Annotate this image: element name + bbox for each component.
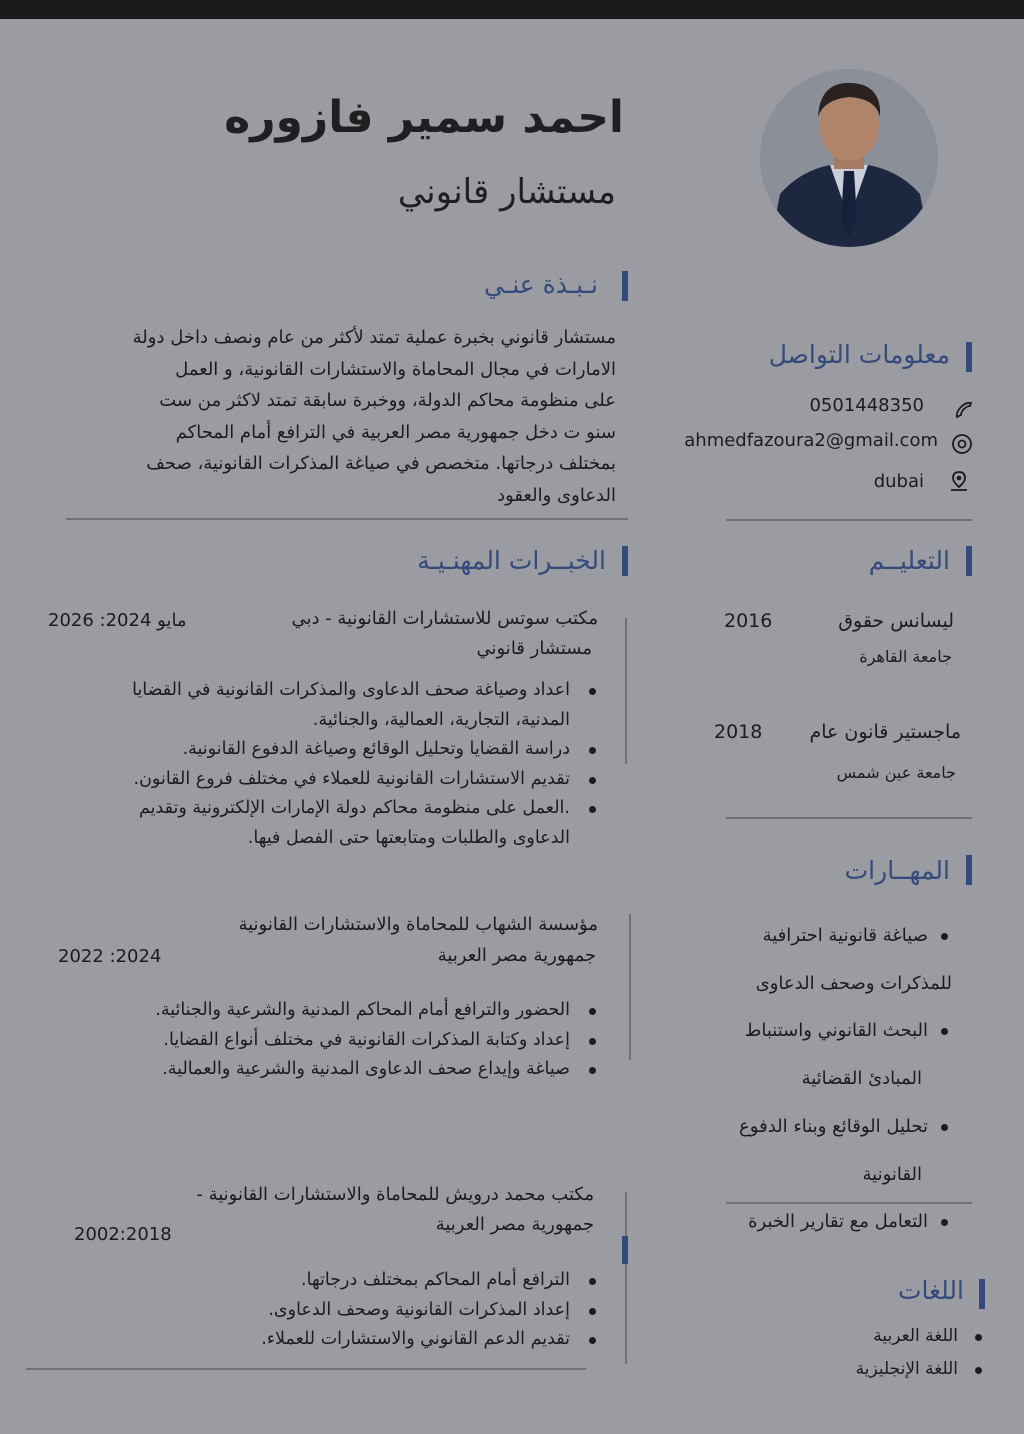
job-location: جمهورية مصر العربية (435, 1214, 594, 1235)
about-paragraph (46, 322, 616, 511)
job-bullets (30, 996, 600, 1085)
person-name: احمد سمير فازوره (224, 92, 624, 143)
about-line: الدعاوى والعقود (497, 484, 616, 506)
job-bullet: اعداد وصياغة صحف الدعاوى والمذكرات القانونية في القضايا المدنية، التجارية، العمالية، والجنائية. (30, 676, 600, 735)
about-line: مستشار قانوني بخبرة عملية تمتد لأكثر من عام ونصف داخل دولة (132, 327, 616, 348)
job-bullet: الترافع أمام المحاكم بمختلف درجاتها. (30, 1266, 600, 1296)
bullet (941, 1124, 948, 1131)
job-location: جمهورية مصر العربية (437, 945, 596, 966)
job-dates: 2002:2018 (74, 1224, 172, 1245)
job-company: مكتب سوتس للاستشارات القانونية - دبي (291, 608, 598, 629)
job-bullet: تقديم الدعم القانوني والاستشارات للعملاء. (30, 1325, 600, 1355)
job-dates: 2024: 2022 (58, 946, 162, 967)
contact-heading-bar (966, 342, 972, 372)
degree-year: 2018 (714, 721, 763, 743)
about-heading-bar (622, 271, 628, 301)
degree-name: ليسانس حقوق (838, 610, 954, 632)
degree-name: ماجستير قانون عام (809, 721, 961, 743)
divider (726, 519, 972, 521)
divider (726, 817, 972, 819)
school-name: جامعة القاهرة (859, 647, 952, 666)
bullet (975, 1334, 982, 1341)
job-bullet: دراسة القضايا وتحليل الوقائع وصياغة الدفوع القانونية. (30, 735, 600, 765)
job-bullets (30, 676, 600, 854)
timeline-marker (622, 1236, 628, 1264)
timeline-line (625, 618, 627, 764)
experience-heading: الخبــرات المهنـيـة (417, 546, 606, 575)
language-item: اللغة العربية (873, 1326, 958, 1346)
skill-item: تحليل الوقائع وبناء الدفوع (739, 1116, 928, 1137)
location-pin-icon (947, 469, 971, 493)
education-heading: التعليــم (868, 546, 950, 575)
phone-text[interactable]: 0501448350 (809, 395, 924, 416)
experience-heading-bar (622, 546, 628, 576)
skill-item: التعامل مع تقارير الخبرة (748, 1211, 928, 1232)
school-name: جامعة عين شمس (836, 763, 956, 782)
bullet (941, 1028, 948, 1035)
job-dates: مايو 2024: 2026 (48, 610, 187, 631)
person-avatar-icon (760, 69, 938, 247)
job-bullet: تقديم الاستشارات القانونية للعملاء في مختلف فروع القانون. (30, 765, 600, 795)
divider (726, 1202, 972, 1204)
language-item: اللغة الإنجليزية (855, 1359, 958, 1379)
job-bullet: الحضور والترافع أمام المحاكم المدنية والشرعية والجنائية. (30, 996, 600, 1026)
education-heading-bar (966, 546, 972, 576)
job-bullet: صياغة وإيداع صحف الدعاوى المدنية والشرعية والعمالية. (30, 1055, 600, 1085)
job-bullet: .العمل على منظومة محاكم دولة الإمارات الإلكترونية وتقديم الدعاوى والطلبات ومتابعتها حتى الفصل فيها. (30, 794, 600, 853)
job-position: مستشار قانوني (476, 638, 592, 659)
job-bullet: إعداد وكتابة المذكرات القانونية في مختلف أنواع القضايا. (30, 1026, 600, 1056)
skill-item-cont: القانونية (862, 1164, 922, 1185)
location-text: dubai (873, 471, 924, 492)
timeline-line (625, 1192, 627, 1364)
divider (66, 518, 628, 520)
divider (26, 1368, 586, 1370)
skills-heading: المهــارات (844, 856, 950, 885)
languages-heading-bar (979, 1279, 985, 1309)
bullet (941, 933, 948, 940)
skill-item-cont: المبادئ القضائية (801, 1068, 922, 1089)
skill-item: صياغة قانونية احترافية (762, 925, 928, 946)
job-bullet: إعداد المذكرات القانونية وصحف الدعاوى. (30, 1296, 600, 1326)
skills-heading-bar (966, 855, 972, 885)
bullet (941, 1219, 948, 1226)
phone-icon (952, 398, 976, 422)
job-company: مؤسسة الشهاب للمحاماة والاستشارات القانونية (238, 914, 598, 935)
email-text[interactable]: ahmedfazoura2@gmail.com (684, 430, 938, 451)
timeline-line (629, 914, 631, 1060)
languages-heading: اللغات (897, 1276, 964, 1305)
skill-item: البحث القانوني واستنباط (744, 1020, 928, 1041)
job-bullets (30, 1266, 600, 1355)
top-bar (0, 0, 1024, 19)
about-line: على منظومة محاكم الدولة، ووخبرة سابقة تمتد لاكثر من ست (159, 390, 616, 411)
contact-heading: معلومات التواصل (768, 340, 950, 369)
email-at-icon (950, 432, 974, 456)
profile-photo (760, 69, 938, 247)
about-line: الامارات في مجال المحاماة والاستشارات القانونية، و العمل (175, 358, 616, 380)
about-heading: نـبـذة عنـي (484, 270, 598, 299)
degree-year: 2016 (724, 610, 773, 632)
bullet (975, 1367, 982, 1374)
job-title: مستشار قانوني (397, 172, 616, 212)
job-company: مكتب محمد درويش للمحاماة والاستشارات القانونية - (196, 1184, 594, 1205)
about-line: بمختلف درجاتها. متخصص في صياغة المذكرات القانونية، صحف (146, 453, 616, 474)
skill-item-cont: للمذكرات وصحف الدعاوى (755, 973, 952, 994)
about-line: سنو ت دخل جمهورية مصر العربية في الترافع أمام المحاكم (175, 421, 616, 443)
